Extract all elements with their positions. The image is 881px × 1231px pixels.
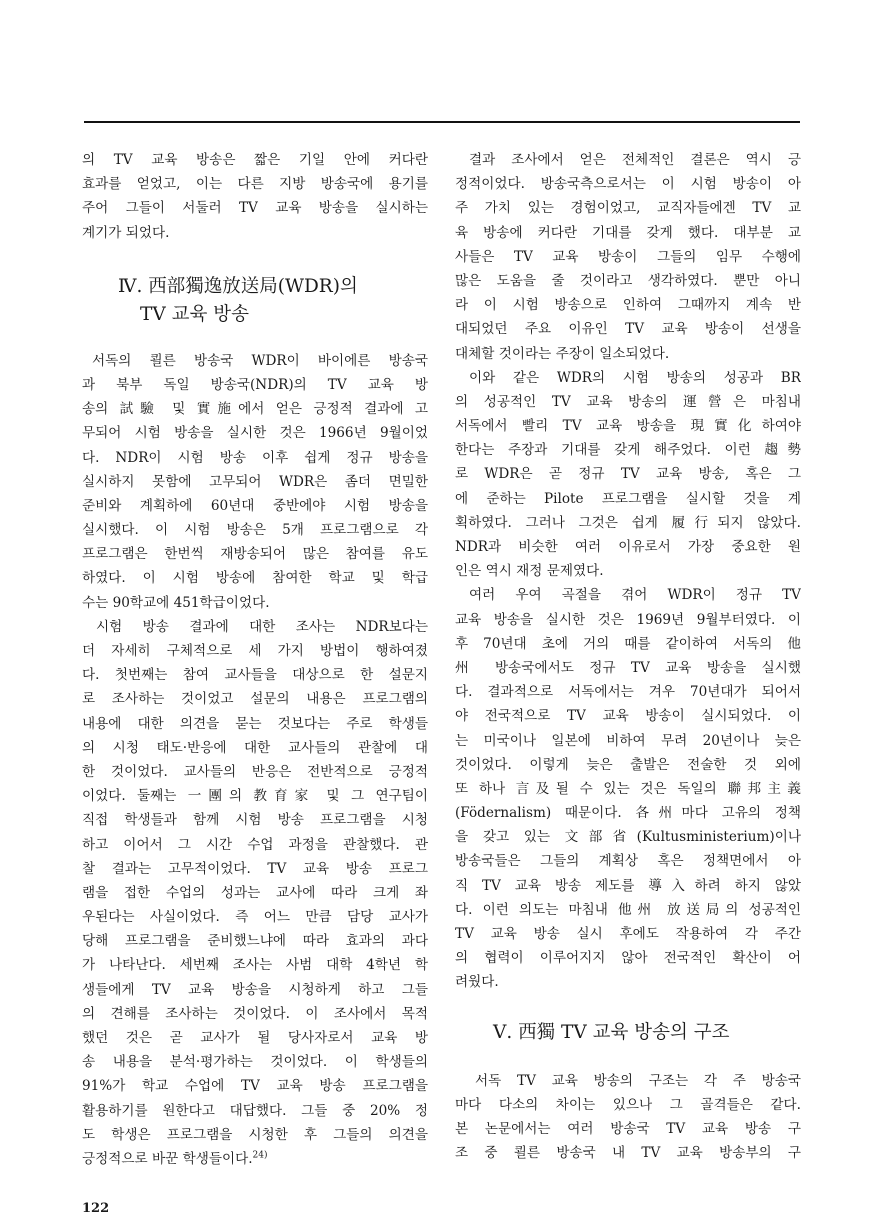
section-heading [455, 1019, 801, 1047]
text-line: 활용하기를 원한다고 대답했다. 그들 중 20% 정 [82, 1102, 428, 1119]
footnote-reference: 24) [252, 1150, 268, 1161]
text-line: 많은 도움을 줄 것이라고 생각하였다. 뿐만 아니 [455, 272, 801, 289]
text-line: 의 TV 교육 방송은 짧은 기일 안에 커다란 [82, 152, 428, 168]
text-line: 에 준하는 Pilote 프로그램을 실시할 것을 계 [455, 490, 801, 507]
text-line: 서독 TV 교육 방송의 구조는 각 주 방송국 [475, 1072, 801, 1089]
text-line: 프로그램은 한번씩 재방송되어 많은 참여를 유도 [82, 546, 428, 563]
text-line: 마다 다소의 차이는 있으나 그 골격들은 같다. [455, 1096, 801, 1113]
text-line: 본 논문에서는 여러 방송국 TV 교육 방송 구 [455, 1120, 801, 1137]
text-line: 서독의 쾰른 방송국 WDR이 바이에른 방송국 [92, 352, 428, 369]
paragraph [455, 148, 801, 366]
text-line: 로 조사하는 것이었고 설문의 내용은 프로그램의 [82, 691, 428, 708]
text-line: 려웠다. [455, 974, 499, 991]
text-line: 우된다는 사실이었다. 즉 어느 만큼 담당 교사가 [82, 909, 428, 926]
text-line: 인은 역시 재정 문제였다. [455, 563, 604, 580]
text-line: 대되었던 주요 이유인 TV 교육 방송이 선생을 [455, 321, 801, 338]
text-line: 도 학생은 프로그램을 시청한 후 그들의 의견을 [82, 1126, 428, 1143]
text-line: 로 WDR은 곧 정규 TV 교육 방송, 혹은 그 [455, 466, 801, 483]
text-line: 내용에 대한 의견을 묻는 것보다는 주로 학생들 [82, 715, 428, 732]
text-line: 야 전국적으로 TV 교육 방송이 실시되었다. 이 [455, 708, 801, 725]
text-line: 대체할 것이라는 주장이 일소되었다. [455, 345, 670, 362]
text-line: 이었다. 둘째는 一團의 教育家 및 그 연구팀이 [82, 788, 428, 805]
text-line: 또 하나 言及될 수 있는 것은 독일의 聯邦主義 [455, 780, 801, 797]
text-line: 직접 학생들과 함께 시험 방송 프로그램을 시청 [82, 812, 428, 829]
text-line: 생들에게 TV 교육 방송을 시청하게 하고 그들 [82, 981, 428, 998]
text-line: 방송국들은 그들의 계획상 혹은 정책면에서 아 [455, 853, 801, 870]
page-number: 122 [82, 1201, 110, 1216]
paragraph [455, 366, 801, 584]
text-line-content: 긍정적으로 바꾼 학생들이다. [82, 1150, 253, 1167]
text-line: 수는 90학교에 451학급이었다. [82, 594, 270, 611]
text-line: 서독에서 빨리 TV 교육 방송을 現實化하여야 [455, 418, 801, 435]
text-line: 州 방송국에서도 정규 TV 교육 방송을 실시했 [455, 659, 801, 676]
text-line [82, 1147, 428, 1171]
text-line: 하고 이어서 그 시간 수업 과정을 관찰했다. 관 [82, 836, 428, 853]
text-line: 시험 방송 결과에 대한 조사는 NDR보다는 [96, 618, 428, 635]
text-line: 다. NDR이 시험 방송 이후 쉽게 정규 방송을 [82, 449, 428, 466]
paragraph [82, 615, 428, 1171]
section-heading [118, 273, 428, 329]
text-line: 의 성공적인 TV 교육 방송의 運營은 마침내 [455, 393, 801, 410]
text-line: 다. 이런 의도는 마침내 他州 放送局의 성공적인 [455, 901, 801, 918]
text-line: 조 중 쾰른 방송국 내 TV 교육 방송부의 구 [455, 1145, 801, 1162]
right-column [455, 148, 801, 1165]
text-line: 과 북부 독일 방송국(NDR)의 TV 교육 방 [82, 376, 428, 393]
text-line: 여러 우여 곡절을 겪어 WDR이 정규 TV [469, 587, 801, 604]
text-line: 무되어 시험 방송을 실시한 것은 1966년 9월이었 [82, 425, 428, 442]
text-line: 하였다. 이 시험 방송에 참여한 학교 및 학급 [82, 570, 428, 587]
text-line: 송 내용을 분석·평가하는 것이었다. 이 학생들의 [82, 1054, 428, 1071]
text-line: 더 자세히 구체적으로 세 가지 방법이 행하여졌 [82, 643, 428, 659]
section-heading-line: Ⅴ. 西獨 TV 교육 방송의 구조 [493, 1021, 730, 1043]
text-line: 다. 첫번째는 참여 교사들을 대상으로 한 설문지 [82, 667, 428, 684]
text-line: 가 나타난다. 세번째 조사는 사범 대학 4학년 학 [82, 957, 428, 974]
text-line: 교육 방송을 실시한 것은 1969년 9월부터였다. 이 [455, 611, 801, 628]
text-line: 효과를 얻었고, 이는 다른 지방 방송국에 용기를 [82, 176, 428, 193]
text-line: 의 협력이 이루어지지 않아 전국적인 확산이 어 [455, 950, 801, 967]
text-line: 사들은 TV 교육 방송이 그들의 임무 수행에 [455, 248, 801, 265]
left-column [82, 148, 428, 1171]
text-line: 결과 조사에서 얻은 전체적인 결론은 역시 긍 [469, 152, 801, 168]
text-line: 것이었다. 이렇게 늦은 출발은 전술한 것 외에 [455, 756, 801, 773]
text-line: 한 것이었다. 교사들의 반응은 전반적으로 긍정적 [82, 763, 428, 780]
text-line: 당해 프로그램을 준비했느냐에 따라 효과의 과다 [82, 933, 428, 950]
top-rule [84, 121, 800, 123]
text-line: 육 방송에 커다란 기대를 갖게 했다. 대부분 교 [455, 224, 801, 241]
text-line: 찰 결과는 고무적이었다. TV 교육 방송 프로그 [82, 860, 428, 877]
text-line: 실시하지 못함에 고무되어 WDR은 좀더 면밀한 [82, 473, 428, 490]
text-line: 실시했다. 이 시험 방송은 5개 프로그램으로 각 [82, 522, 428, 539]
text-line: 주 가치 있는 경험이었고, 교직자들에겐 TV 교 [455, 200, 801, 217]
text-line: 준비와 계획하에 60년대 중반에야 시험 방송을 [82, 497, 428, 514]
text-line: 91%가 학교 수업에 TV 교육 방송 프로그램을 [82, 1078, 428, 1095]
text-line: 의 시청 태도·반응에 대한 교사들의 관찰에 대 [82, 739, 428, 756]
text-line: 한다는 주장과 기대를 갖게 해주었다. 이런 趨勢 [455, 442, 801, 459]
section-heading-line: TV 교육 방송 [140, 303, 249, 325]
text-line: 후 70년대 초에 거의 때를 같이하여 서독의 他 [455, 635, 801, 652]
text-line: 계기가 되었다. [82, 224, 170, 241]
text-line: (Födernalism) 때문이다. 各州마다 고유의 정책 [455, 805, 801, 822]
text-line: NDR과 비슷한 여러 이유로서 가장 중요한 원 [455, 539, 801, 555]
text-line: 램을 접한 수업의 성과는 교사에 따라 크게 좌 [82, 884, 428, 901]
text-line: 주어 그들이 서둘러 TV 교육 방송을 실시하는 [82, 200, 428, 217]
paragraph [455, 583, 801, 994]
section-heading-line: Ⅳ. 西部獨逸放送局(WDR)의 [118, 275, 358, 297]
text-line: 는 미국이나 일본에 비하여 무려 20년이나 늦은 [455, 732, 801, 749]
text-line: 직 TV 교육 방송 제도를 導入하려 하지 않았 [455, 877, 801, 894]
paragraph [82, 349, 428, 615]
text-line: 했던 것은 곧 교사가 될 당사자로서 교육 방 [82, 1030, 428, 1046]
text-line: 획하였다. 그러나 그것은 쉽게 履行되지 않았다. [455, 514, 801, 531]
paragraph [455, 1069, 801, 1166]
text-line: TV 교육 방송 실시 후에도 작용하여 각 주간 [455, 926, 801, 942]
paragraph [82, 148, 428, 245]
text-line: 송의 試驗 및 實施에서 얻은 긍정적 결과에 고 [82, 401, 428, 418]
text-line: 라 이 시험 방송으로 인하여 그때까지 계속 반 [455, 297, 801, 314]
text-line: 이와 같은 WDR의 시험 방송의 성공과 BR [469, 369, 801, 386]
text-line: 정적이었다. 방송국측으로서는 이 시험 방송이 아 [455, 176, 801, 193]
text-line: 을 갖고 있는 文部省(Kultusministerium)이나 [455, 829, 801, 846]
text-line: 의 견해를 조사하는 것이었다. 이 조사에서 목적 [82, 1005, 428, 1022]
text-line: 다. 결과적으로 서독에서는 겨우 70년대가 되어서 [455, 684, 801, 701]
